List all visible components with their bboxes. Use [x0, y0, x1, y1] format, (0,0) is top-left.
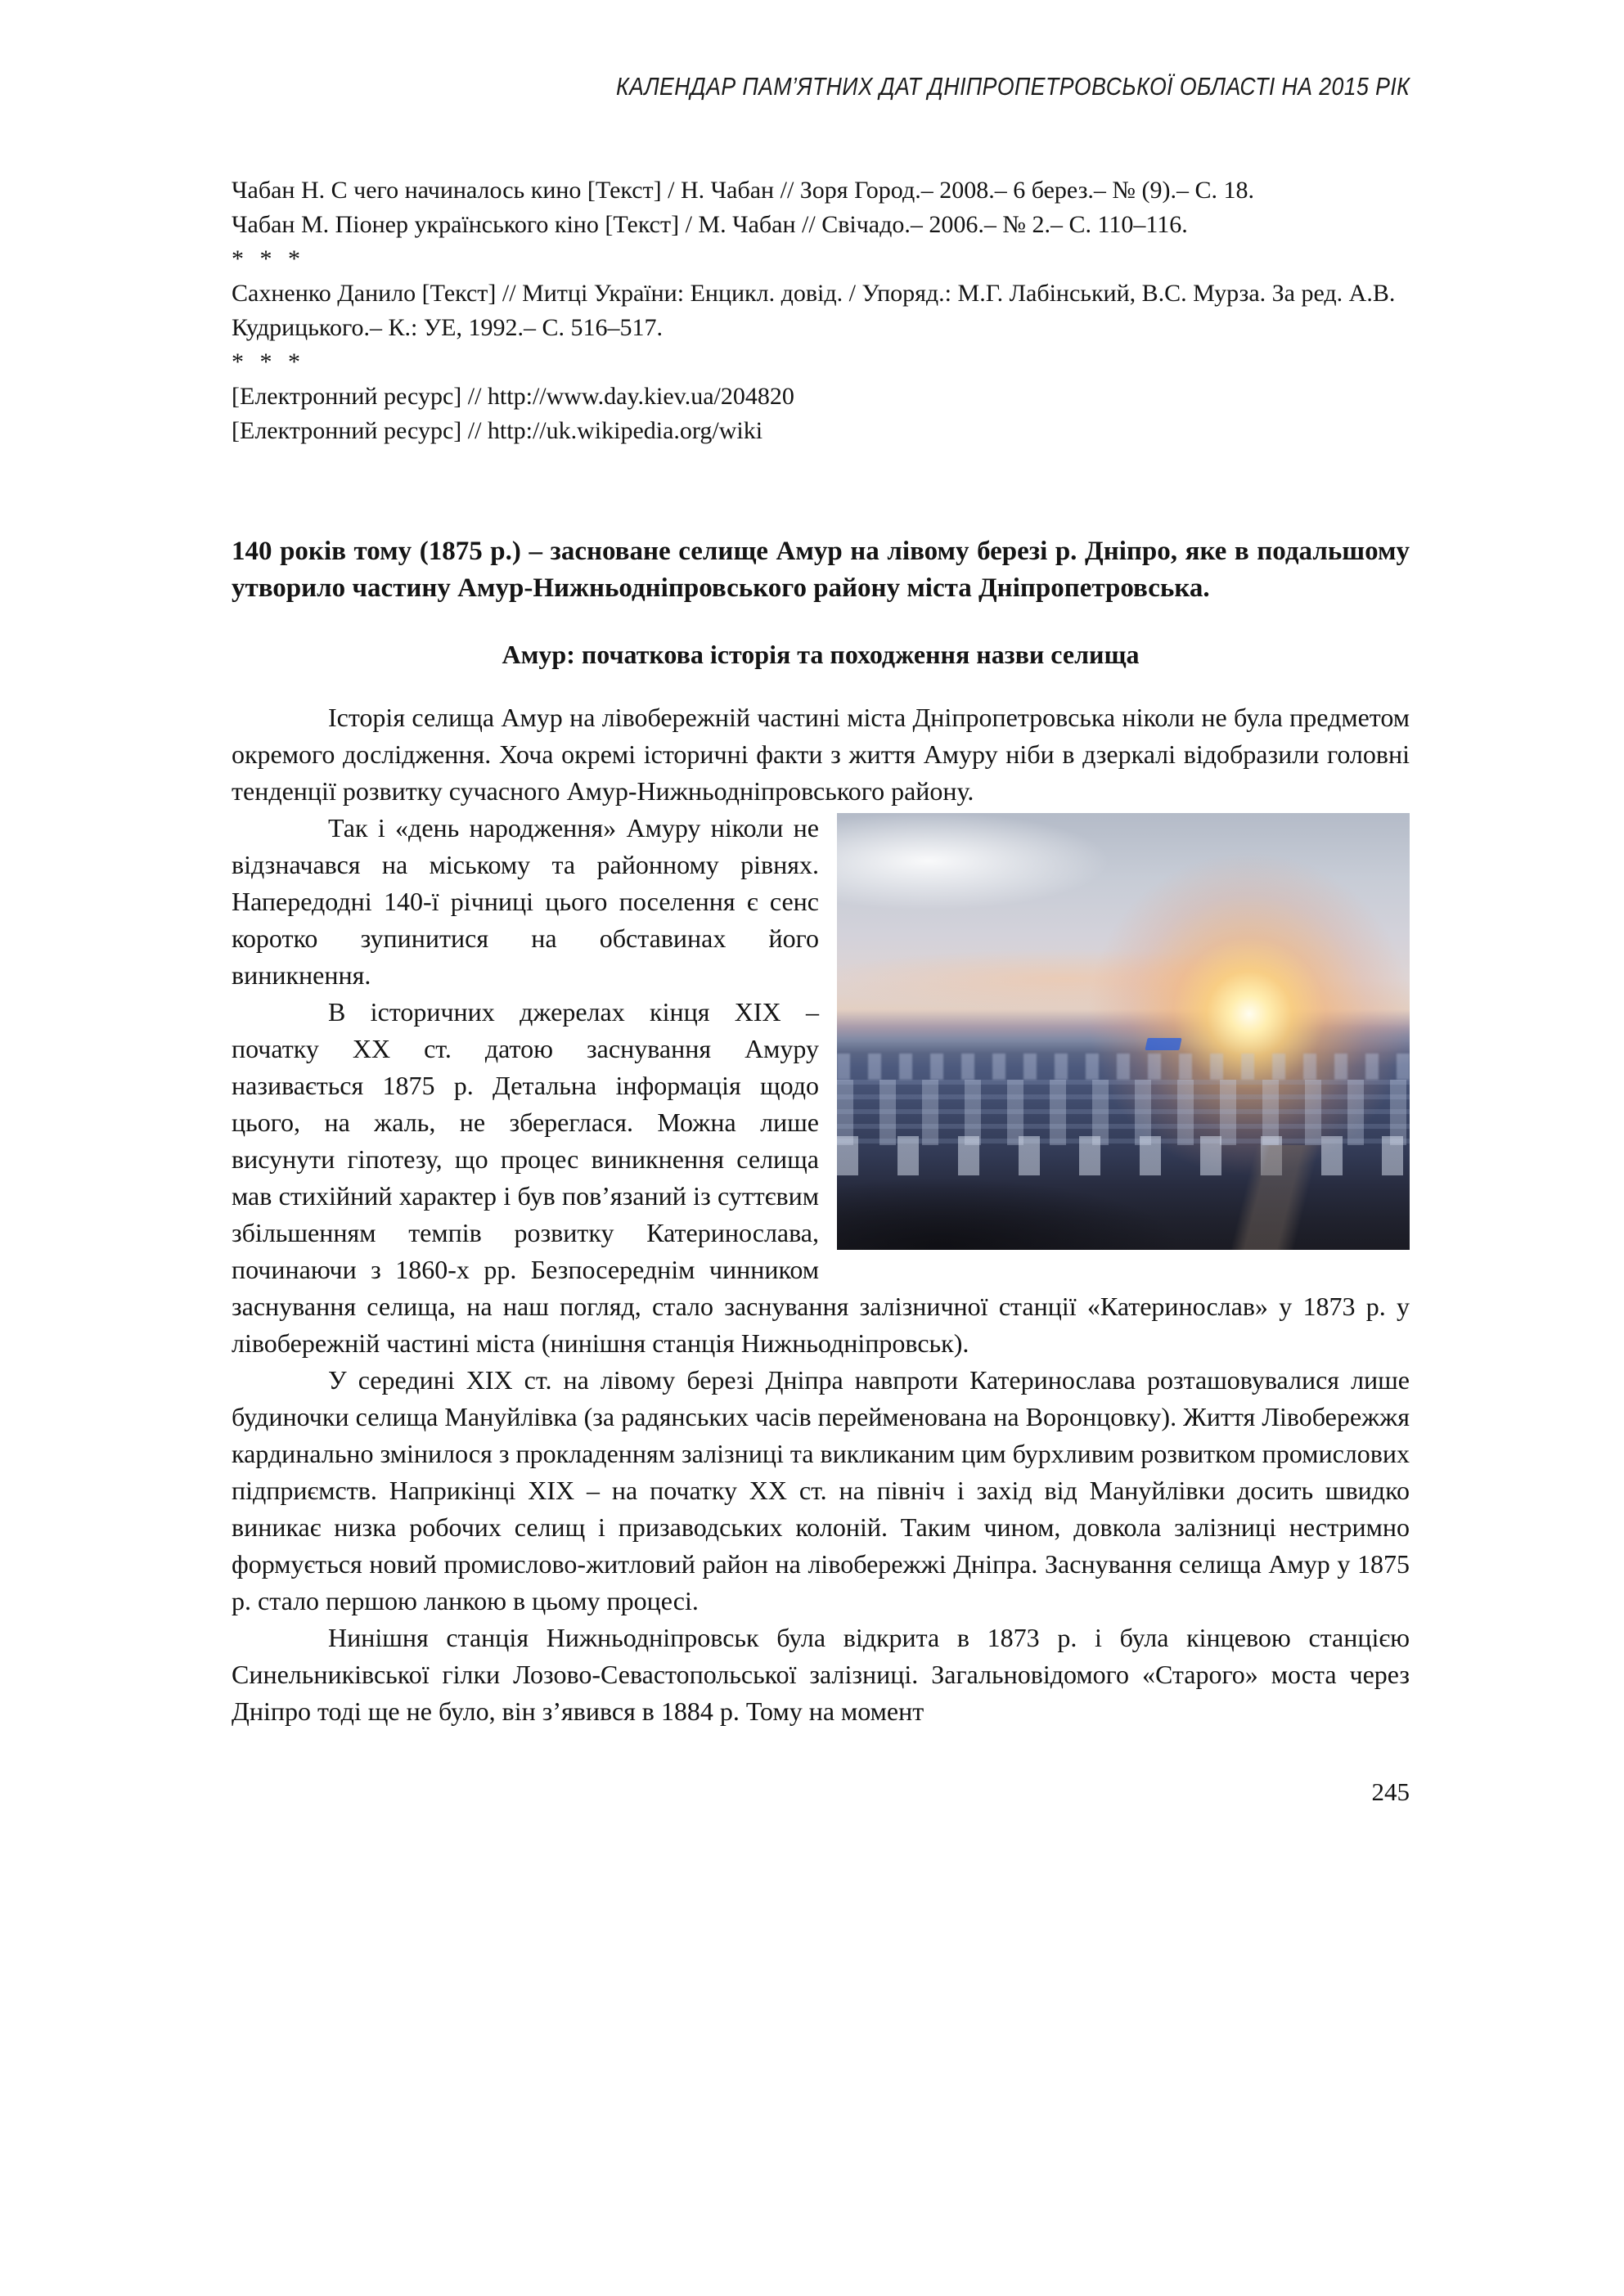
separator-asterisks: * * *	[232, 245, 305, 272]
running-header-title: КАЛЕНДАР ПАМ’ЯТНИХ ДАТ ДНІПРОПЕТРОВСЬКОЇ ОБЛАСТІ НА 2015 РІК	[615, 72, 1410, 101]
running-header	[232, 70, 1410, 108]
body-paragraph: Нинішня станція Нижньодніпровськ була відкрита в 1873 р. і була кінцевою станцією Синельниківської гілки Лозово-Севастопольської залізниці. Загальновідомого «Старого» моста через Дніпро тоді ще не було, він з’явився в 1884 р. Тому на момент	[232, 1623, 1410, 1726]
photo-distant-rooftops-layer	[837, 1054, 1410, 1080]
bibliography-entry-url: [Електронний ресурс] // http://uk.wikipedia.org/wiki	[232, 417, 763, 444]
photo-dirt-path	[1146, 1145, 1410, 1250]
bibliography-entry-url: [Електронний ресурс] // http://www.day.kiev.ua/204820	[232, 383, 794, 410]
section-title: Амур: початкова історія та походження назви селища	[502, 640, 1140, 669]
bibliography-entry: Чабан М. Піонер українського кіно [Текст] / М. Чабан // Свічадо.– 2006.– № 2.– С. 110–116.	[232, 211, 1188, 238]
body-paragraph: В історичних джерелах кінця XIX – початку XX ст. датою заснування Амуру називається 1875 р. Детальна інформація щодо цього, на жаль, не збереглася. Можна лише висунути гіпотезу, що процес виникнення селища мав стихійний характер і був пов’язаний із суттєвим збільшенням темпів розвитку Катеринослава, починаючи з 1860-х рр. Безпосереднім чинником заснування селища, на наш погляд, стало заснування залізничної станції «Катеринослав» у 1873 р. у лівобережній частині міста (нинішня станція Нижньодніпровськ).	[232, 997, 1410, 1358]
bibliography-entry: Сахненко Данило [Текст] // Митці України: Енцикл. довід. / Упоряд.: М.Г. Лабінський, В.С. Мурза. За ред. А.В. Кудрицького.– К.: УЕ, 1992.– С. 516–517.	[232, 280, 1396, 341]
body-paragraph: Історія селища Амур на лівобережній частині міста Дніпропетровська ніколи не була предметом окремого дослідження. Хоча окремі історичні факти з життя Амуру ніби в дзеркалі відобразили головні тенденції розвитку сучасного Амур-Нижньодніпровського району.	[232, 703, 1410, 806]
bibliography-block	[232, 173, 1410, 448]
body-paragraph: У середині XIX ст. на лівому березі Дніпра навпроти Катеринослава розташовувалися лише будиночки селища Мануйлівка (за радянських часів перейменована на Воронцовку). Життя Лівобережжя кардинально змінилося з прокладенням залізниці та викликаним цим бурхливим розвитком промислових підприємств. Наприкінці XIX – на початку XX ст. на північ і захід від Мануйлівки досить швидко виникає низка робочих селищ і призаводських колоній. Таким чином, довкола залізниці нестримно формується новий промислово-житловий район на лівобережжі Дніпра. Заснування селища Амур у 1875 р. стало першою ланкою в цьому процесі.	[232, 1365, 1410, 1615]
anniversary-heading: 140 років тому (1875 р.) – засноване селище Амур на лівому березі р. Дніпро, яке в подальшому утворило частину Амур-Нижньодніпровського району міста Дніпропетровська.	[232, 537, 1410, 603]
separator-asterisks: * * *	[232, 348, 305, 375]
photo-blue-roof	[1145, 1038, 1181, 1050]
bibliography-entry: Чабан Н. С чего начиналось кино [Текст] / Н. Чабан // Зоря Город.– 2008.– 6 берез.– № (9).– С. 18.	[232, 177, 1255, 204]
settlement-photo	[837, 813, 1410, 1250]
article-body	[232, 699, 1410, 1730]
page-number: 245	[1371, 1777, 1410, 1806]
photo-mid-rooftops-layer	[837, 1080, 1410, 1145]
body-paragraph: Так і «день народження» Амуру ніколи не відзначався на міському та районному рівнях. Напередодні 140-ї річниці цього поселення є сенс коротко зупинитися на обставинах його виникнення.	[232, 813, 819, 990]
